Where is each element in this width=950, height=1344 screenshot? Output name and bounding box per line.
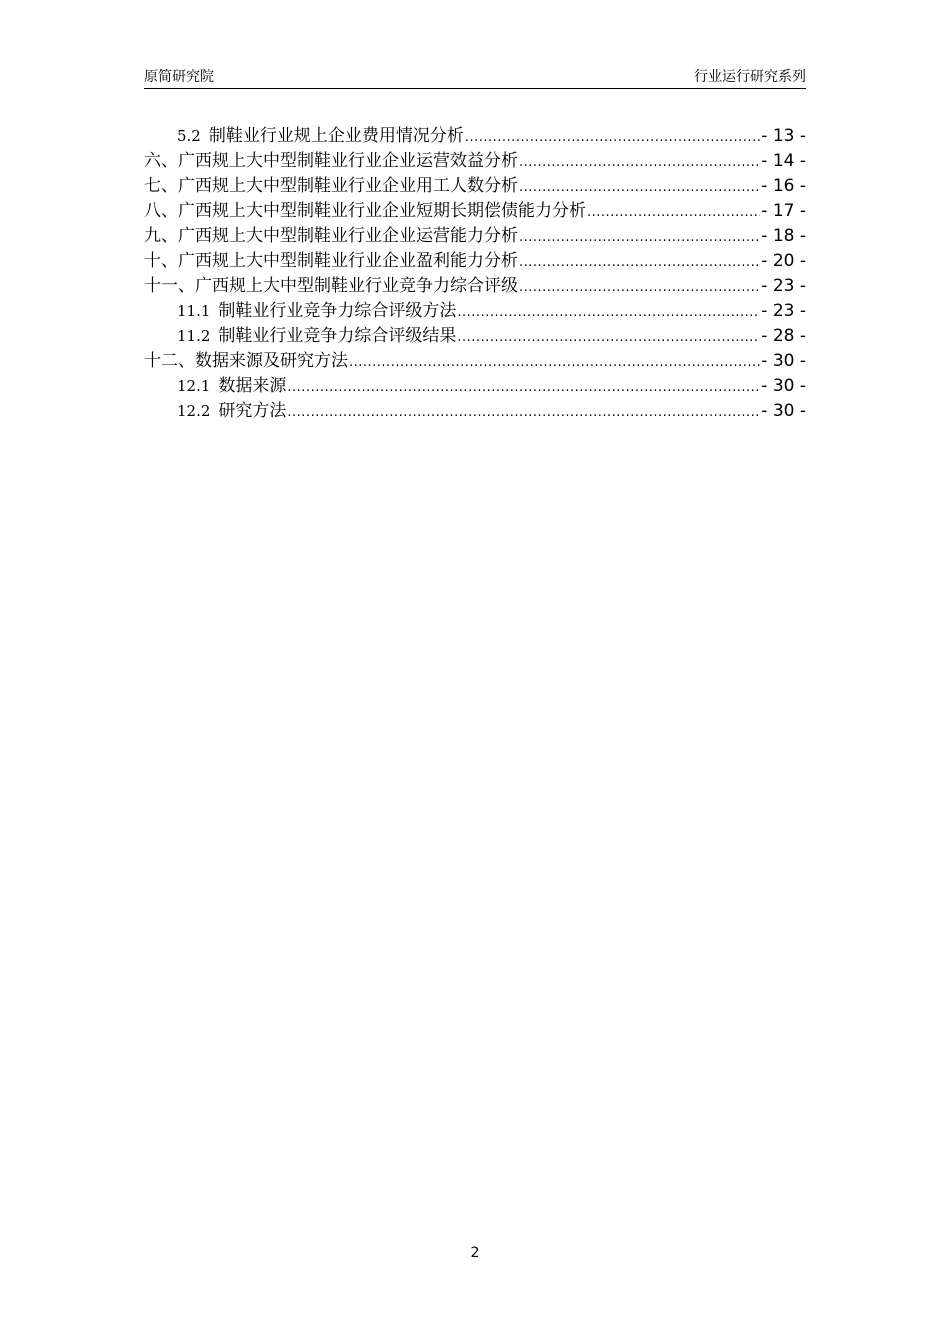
toc-entry[interactable]	[144, 249, 806, 274]
toc-dot-leader	[457, 300, 760, 325]
toc-entry[interactable]	[144, 174, 806, 199]
toc-entry[interactable]	[144, 224, 806, 249]
toc-entry[interactable]	[144, 149, 806, 174]
toc-entry-title: 研究方法	[218, 401, 287, 421]
toc-dot-leader	[287, 400, 760, 425]
toc-entry-number: 5.2	[177, 127, 201, 145]
toc-entry-page: - 17 -	[761, 201, 806, 221]
toc-entry-page: - 30 -	[761, 351, 806, 371]
toc-dot-leader	[519, 150, 760, 175]
toc-dot-leader	[349, 350, 760, 375]
toc-entry-number: 11.1	[177, 302, 211, 320]
toc-entry-number: 12.2	[177, 402, 211, 420]
toc-entry-title: 六、广西规上大中型制鞋业行业企业运营效益分析	[144, 151, 518, 171]
toc-entry-title: 七、广西规上大中型制鞋业行业企业用工人数分析	[144, 176, 518, 196]
toc-entry-title: 十、广西规上大中型制鞋业行业企业盈利能力分析	[144, 251, 518, 271]
toc-dot-leader	[519, 250, 760, 275]
toc-entry-page: - 18 -	[761, 226, 806, 246]
toc-entry-page: - 23 -	[761, 276, 806, 296]
toc-entry-page: - 20 -	[761, 251, 806, 271]
toc-entry-title: 十一、广西规上大中型制鞋业行业竞争力综合评级	[144, 276, 518, 296]
toc-entry[interactable]	[144, 324, 806, 349]
table-of-contents	[144, 124, 806, 424]
toc-entry-page: - 30 -	[761, 401, 806, 421]
toc-entry[interactable]	[144, 399, 806, 424]
toc-entry-number: 12.1	[177, 377, 211, 395]
toc-dot-leader	[287, 375, 760, 400]
toc-entry-number: 11.2	[177, 327, 211, 345]
toc-dot-leader	[519, 275, 760, 300]
toc-entry-title: 制鞋业行业竞争力综合评级方法	[218, 301, 457, 321]
page-number: 2	[470, 1245, 480, 1261]
header-right-text: 行业运行研究系列	[694, 69, 806, 85]
toc-entry[interactable]	[144, 124, 806, 149]
toc-entry-title: 八、广西规上大中型制鞋业行业企业短期长期偿债能力分析	[144, 201, 586, 221]
toc-entry[interactable]	[144, 299, 806, 324]
toc-entry[interactable]	[144, 274, 806, 299]
toc-dot-leader	[519, 225, 760, 250]
toc-entry-page: - 13 -	[761, 126, 806, 146]
header-left-text: 原简研究院	[144, 69, 214, 85]
toc-entry-page: - 28 -	[761, 326, 806, 346]
toc-entry[interactable]	[144, 199, 806, 224]
toc-dot-leader	[465, 125, 760, 150]
toc-dot-leader	[457, 325, 760, 350]
toc-entry-title: 十二、数据来源及研究方法	[144, 351, 348, 371]
toc-entry-title: 数据来源	[218, 376, 287, 396]
toc-entry-page: - 23 -	[761, 301, 806, 321]
toc-entry-title: 九、广西规上大中型制鞋业行业企业运营能力分析	[144, 226, 518, 246]
toc-entry-page: - 14 -	[761, 151, 806, 171]
toc-entry-page: - 16 -	[761, 176, 806, 196]
toc-dot-leader	[587, 200, 760, 225]
toc-dot-leader	[519, 175, 760, 200]
toc-entry-title: 制鞋业行业竞争力综合评级结果	[218, 326, 457, 346]
toc-entry-page: - 30 -	[761, 376, 806, 396]
toc-entry[interactable]	[144, 349, 806, 374]
toc-entry-title: 制鞋业行业规上企业费用情况分析	[208, 126, 464, 146]
toc-entry[interactable]	[144, 374, 806, 399]
page-header	[144, 66, 806, 89]
